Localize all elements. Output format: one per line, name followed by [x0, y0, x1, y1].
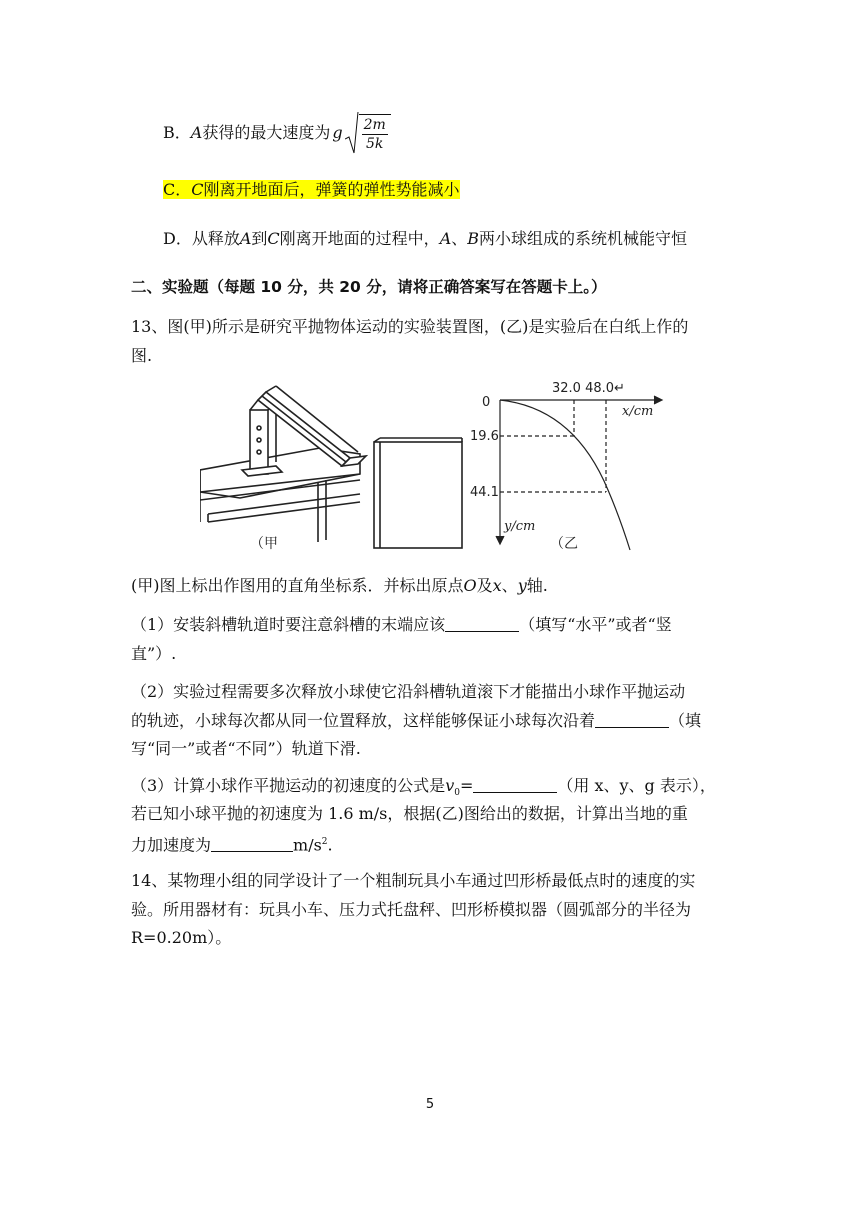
option-c-prefix: C． — [163, 180, 192, 199]
option-c-highlight — [163, 180, 460, 199]
radical-sign-icon — [345, 111, 359, 155]
option-d-var-a2: A — [439, 229, 452, 248]
option-c-var: C — [191, 180, 204, 199]
option-d-var-a: A — [239, 229, 252, 248]
p1-text-a: （1）安装斜槽轨道时要注意斜槽的末端应该 — [131, 615, 446, 634]
option-c — [163, 179, 460, 201]
p3-text-b: （用 x、y、g 表示）， — [557, 776, 716, 795]
instr-text-b: 及 — [476, 576, 493, 595]
q13-instruction — [131, 575, 548, 597]
q13-part3-line3 — [131, 831, 333, 856]
p3-end: . — [327, 835, 333, 855]
option-d-mid2: 刚离开地面的过程中， — [279, 229, 440, 248]
instr-y: y — [517, 576, 527, 595]
fraction — [362, 116, 388, 153]
p2-text-a: 的轨迹，小球每次都从同一位置释放，这样能够保证小球每次沿着 — [131, 711, 596, 730]
p2-text-b: （填 — [669, 711, 702, 730]
p3-subscript: 0 — [454, 788, 460, 799]
section-title: 二、实验题（每题 10 分，共 20 分，请将正确答案写在答题卡上。） — [131, 278, 607, 296]
p3-superscript: 2 — [321, 837, 328, 847]
q13-part3-line2: 若已知小球平抛的初速度为 1.6 m/s，根据(乙)图给出的数据，计算出当地的重 — [131, 804, 688, 823]
q13-line1: 13、图(甲)所示是研究平抛物体运动的实验装置图，(乙)是实验后在白纸上作的 — [131, 317, 689, 336]
option-d-prefix: D．从释放 — [163, 229, 240, 248]
p3-eq: = — [459, 776, 474, 795]
answer-blank-1[interactable] — [445, 615, 519, 632]
p1-text-b: （填写“水平”或者“竖 — [519, 615, 672, 634]
figure-jia-label: （甲 — [250, 536, 278, 552]
q14-line3: R=0.20m）。 — [131, 928, 232, 947]
option-d-sep: 、 — [451, 229, 468, 248]
q13-part2-line2 — [131, 710, 701, 732]
page-number: 5 — [425, 1097, 435, 1112]
option-d-var-b: B — [467, 229, 480, 248]
instr-origin: O — [463, 576, 477, 595]
option-d — [163, 228, 687, 250]
option-b-g: g — [332, 123, 343, 142]
sqrt-expression — [345, 111, 391, 155]
q13-line2: 图. — [131, 346, 153, 365]
option-d-tail: 两小球组成的系统机械能守恒 — [479, 229, 688, 248]
option-b-var: A — [190, 123, 203, 142]
q13-part1-line2: 直”）. — [131, 644, 177, 663]
origin-label: 0 — [482, 395, 491, 410]
instr-text-d: 轴. — [526, 576, 548, 595]
x-tick-labels: 32.0 48.0↵ — [552, 381, 625, 396]
apparatus-figure — [200, 382, 470, 552]
option-b — [163, 110, 391, 156]
option-b-prefix: B． — [163, 123, 191, 142]
instr-text-a: (甲)图上标出作图用的直角坐标系．并标出原点 — [131, 576, 464, 595]
y-tick-label-2: 44.1 — [470, 485, 499, 500]
p3-text-a: （3）计算小球作平抛运动的初速度的公式是 — [131, 776, 446, 795]
option-d-var-c: C — [267, 229, 280, 248]
q14-line2: 验。所用器材有：玩具小车、压力式托盘秤、凹形桥模拟器（圆弧部分的半径为 — [131, 900, 692, 919]
q14-line1: 14、某物理小组的同学设计了一个粗制玩具小车通过凹形桥最低点时的速度的实 — [131, 871, 696, 890]
trajectory-figure — [470, 378, 670, 552]
q13-part2-line1: （2）实验过程需要多次释放小球使它沿斜槽轨道滚下才能描出小球作平抛运动 — [131, 682, 686, 701]
fraction-denominator: 5k — [365, 135, 384, 152]
q13-part2-line3: 写“同一”或者“不同”）轨道下滑. — [131, 739, 361, 758]
y-tick-label-1: 19.6 — [470, 429, 499, 444]
answer-blank-4[interactable] — [211, 835, 293, 852]
p3-text-c: 力加速度为 — [131, 835, 212, 855]
q13-part1 — [131, 614, 672, 636]
instr-text-c: 、 — [501, 576, 518, 595]
p3-v: v — [445, 776, 455, 795]
answer-blank-3[interactable] — [473, 776, 557, 793]
y-axis-label: y/cm — [504, 519, 536, 534]
option-d-mid1: 到 — [251, 229, 268, 248]
q13-part3-line1 — [131, 775, 716, 804]
fraction-numerator: 2m — [363, 116, 386, 133]
p3-unit: m/s — [293, 835, 322, 855]
instr-x: x — [492, 576, 502, 595]
option-c-text: 刚离开地面后，弹簧的弹性势能减小 — [203, 180, 460, 199]
x-axis-label: x/cm — [622, 404, 654, 419]
figure-yi-label: （乙 — [550, 536, 578, 552]
answer-blank-2[interactable] — [595, 711, 669, 728]
vertical-board — [374, 442, 462, 548]
option-b-text: 获得的最大速度为 — [202, 123, 331, 142]
